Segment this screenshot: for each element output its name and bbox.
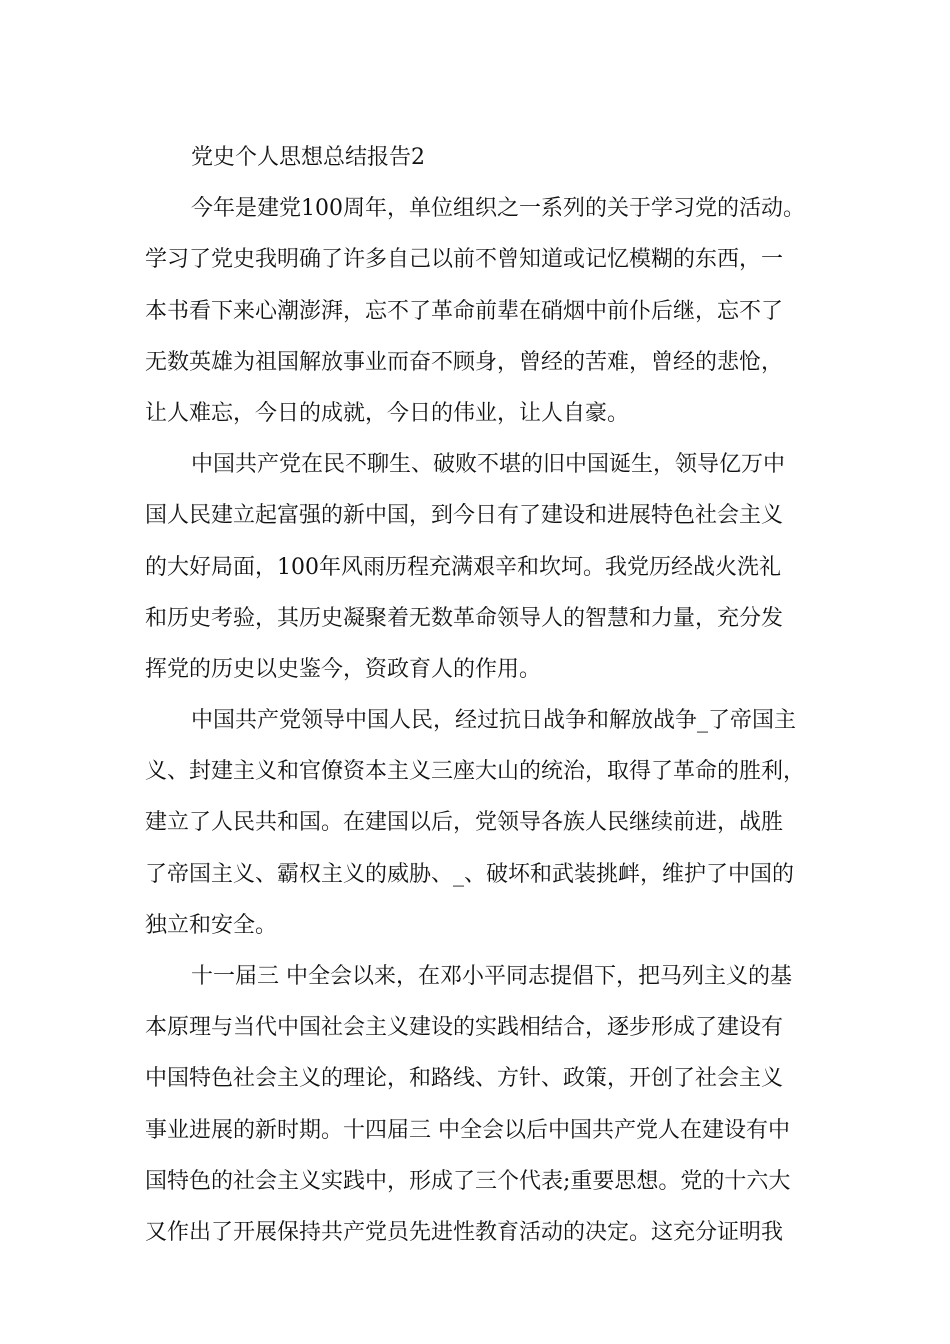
paragraph-line: 中国共产党在民不聊生、破败不堪的旧中国诞生，领导亿万中	[191, 452, 786, 478]
paragraph-line: 独立和安全。	[145, 912, 278, 938]
paragraph-line: 国人民建立起富强的新中国，到今日有了建设和进展特色社会主义	[145, 503, 784, 529]
paragraph-4	[145, 951, 815, 1258]
paragraph-line: 挥党的历史以史鉴今，资政育人的作用。	[145, 656, 542, 682]
paragraph-2	[145, 439, 815, 695]
document-title: 党史个人思想总结报告2	[191, 145, 425, 170]
paragraph-line: 中国共产党领导中国人民，经过抗日战争和解放战争_了帝国主	[191, 708, 797, 734]
paragraph-line: 国特色的社会主义实践中，形成了三个代表;重要思想。党的十六大	[145, 1168, 791, 1194]
paragraph-line: 和历史考验，其历史凝聚着无数革命领导人的智慧和力量，充分发	[145, 605, 784, 631]
paragraph-line: 建立了人民共和国。在建国以后，党领导各族人民继续前进，战胜	[145, 810, 784, 836]
paragraph-line: 让人难忘，今日的成就，今日的伟业，让人自豪。	[145, 400, 630, 426]
paragraph-line: 本书看下来心潮澎湃，忘不了革命前辈在硝烟中前仆后继，忘不了	[145, 298, 784, 324]
document-body	[145, 132, 815, 1258]
paragraph-line: 无数英雄为祖国解放事业而奋不顾身，曾经的苦难，曾经的悲怆，	[145, 349, 784, 375]
paragraph-line: 事业进展的新时期。十四届三 中全会以后中国共产党人在建设有中	[145, 1117, 790, 1143]
paragraph-line: 了帝国主义、霸权主义的威胁、_、破坏和武装挑衅，维护了中国的	[145, 861, 795, 887]
paragraph-line: 本原理与当代中国社会主义建设的实践相结合，逐步形成了建设有	[145, 1015, 784, 1041]
paragraph-line: 又作出了开展保持共产党员先进性教育活动的决定。这充分证明我	[145, 1219, 784, 1245]
paragraph-line: 十一届三 中全会以来，在邓小平同志提倡下，把马列主义的基	[191, 964, 792, 989]
paragraph-line: 今年是建党100周年，单位组织之一系列的关于学习党的活动。	[191, 196, 805, 222]
paragraph-line: 的大好局面，100年风雨历程充满艰辛和坎坷。我党历经战火洗礼	[145, 554, 781, 580]
paragraph-line: 义、封建主义和官僚资本主义三座大山的统治，取得了革命的胜利，	[145, 759, 806, 785]
paragraph-3	[145, 695, 815, 951]
paragraph-line: 中国特色社会主义的理论，和路线、方针、政策，开创了社会主义	[145, 1066, 784, 1092]
paragraph-1	[145, 183, 815, 439]
paragraph-line: 学习了党史我明确了许多自己以前不曾知道或记忆模糊的东西，一	[145, 247, 784, 273]
